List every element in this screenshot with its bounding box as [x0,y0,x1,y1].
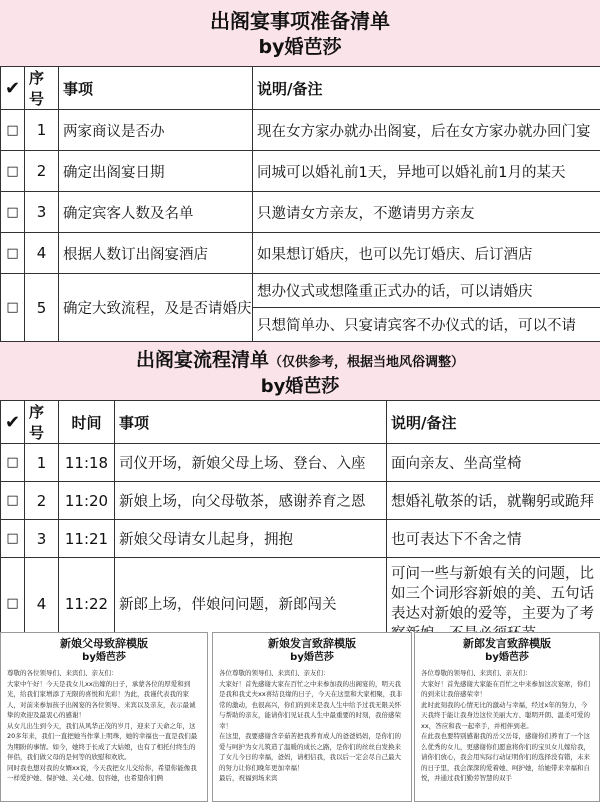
checkbox[interactable]: □ [1,151,25,192]
checkbox[interactable]: □ [1,482,25,520]
row-note: 同城可以婚礼前1天，异地可以婚礼前1月的某天 [253,151,600,192]
speech-paragraph: 各位尊敬的领导们、来宾们、亲友们： [219,669,330,677]
row-note: 如果想订婚庆，也可以先订婚庆、后订酒店 [253,233,600,274]
groom-speech-card [414,632,600,802]
table-row [1,274,600,308]
checkbox[interactable]: □ [1,558,25,650]
row-note: 也可表达下不舍之情 [387,520,600,558]
row-note: 只邀请女方亲友，不邀请男方亲友 [253,192,600,233]
row-note: 只想简单办、只宴请宾客不办仪式的话，可以不请 [253,308,600,342]
flow-table [0,400,600,650]
row-number: 3 [25,520,59,558]
row-note: 现在女方家办就办出阁宴，后在女方家办就办回门宴 [253,110,600,151]
speech-paragraph: 在这里，我要感谢含辛茹苦把我养育成人的爸爸妈妈，是你们的爱与呵护为女儿筑造了温暖的成长之路，是你们的丝丝白发换来了女儿今日的幸福，爸妈，请相信我，我以后一定会尽自己最大的努力让你们晚年更加幸福！ [219,732,401,772]
checkbox[interactable]: □ [1,233,25,274]
checklist-title-band [0,0,600,66]
num-header: 序号 [25,401,59,444]
row-number: 1 [25,444,59,482]
row-item: 确定大致流程，及是否请婚庆 [59,274,253,342]
row-note: 面向亲友、坐高堂椅 [387,444,600,482]
check-header: ✔ [1,401,25,444]
speech-byline: by婚芭莎 [82,652,126,663]
row-item: 确定宾客人数及名单 [59,192,253,233]
flow-title-band [0,342,600,400]
checklist-title: 出阁宴事项准备清单 [210,9,390,33]
table-row [1,151,600,192]
speech-paragraph: 最后，祝福到场来宾 [219,774,278,782]
speech-paragraph: 大家好！首先感谢大家能在百忙之中来参加这次宴席，你们的到来让我倍感荣幸！ [421,679,590,698]
time-header: 时间 [59,401,115,444]
speech-paragraph: 各位尊敬的领导们、来宾们、亲友们： [421,669,532,677]
speech-paragraph: 尊敬的各位领导们、来宾们、亲友们： [7,669,118,677]
speech-paragraph: 从女儿出生到今天，我们从风华正茂的岁月，迎来了天命之年，这20多年来，我们一直把她当作掌上明珠，她的幸福也一直是我们最为期盼的事情。如今，她终于长成了大姑娘，也有了相托付终生的伴侣，我们做父母的是何等的欣慰和欢欣。 [7,721,198,761]
speech-title: 新娘父母致辞模版 [60,637,148,650]
speech-paragraph: 大家中午好！今天是我女儿xx出嫁的日子，承蒙各位的厚爱和到光，给我们家增添了无限的喜悦和光彩！为此，我谨代表我的家人，对前来参加孩子出阁宴的各位领导、来宾以及亲友，表示最诚挚的欢迎及最衷心的感谢！ [7,679,196,719]
speech-byline: by婚芭莎 [485,652,529,663]
row-number: 4 [25,233,59,274]
table-row [1,482,600,520]
item-header: 事项 [115,401,387,444]
table-row [1,110,600,151]
speech-title: 新郎发言致辞模版 [463,637,551,650]
checkbox[interactable]: □ [1,274,25,342]
check-header: ✔ [1,67,25,110]
checklist-byline: by婚芭莎 [258,36,342,58]
row-number: 1 [25,110,59,151]
bride-speech-card [212,632,412,802]
flow-title [0,348,600,375]
table-row [1,192,600,233]
row-number: 2 [25,482,59,520]
row-note: 想办仪式或想隆重正式办的话，可以请婚庆 [253,274,600,308]
speech-byline: by婚芭莎 [290,652,334,663]
row-number: 4 [25,558,59,650]
checkbox[interactable]: □ [1,520,25,558]
flow-byline: by婚芭莎 [260,376,340,397]
row-item: 新娘上场，向父母敬茶，感谢养育之恩 [115,482,387,520]
row-time: 11:21 [59,520,115,558]
row-note: 可问一些与新娘有关的问题，比如三个词形容新娘的美、五句话表达对新娘的爱等，主要为了考 [387,558,600,650]
speech-templates [0,632,600,802]
row-note: 想婚礼敬茶的话，就鞠躬或跪拜 [387,482,600,520]
bride-parents-speech-card [0,632,208,802]
speech-paragraph: 同时我也想对我的女婿xx说，今天我把女儿交给你，希望你能像我一样爱护她、保护她、关心她、包容她，也希望你们俩 [7,763,197,782]
speech-paragraph: 在此我也要特别感谢我的岳父岳母，感谢你们养育了一个这么优秀的女儿，更感谢你们愿意将你们的宝贝女儿嫁给我，请你们放心，我会用实际行动证明你们的选择没有错，未来的日子里，我会深深的爱着她、呵护她，给她带来幸福和自悦，并通过我们勤劳智慧的双手 [421,732,590,782]
flow-subtitle: （仅供参考，根据当地风俗调整） [269,355,465,370]
table-row [1,233,600,274]
speech-paragraph: 大家好！首先感谢大家在百忙之中来参加我的出阁宴的，明天我是我和我丈夫xx喜结良缘的日子，今天在这里和大家相聚，我非常的激动，也很高兴，你们的到来是我人生中给予过我无限关怀与帮助的亲友，能请你们见证我人生中最重要的时刻，我倍感荣幸！ [219,679,403,730]
num-header: 序号 [25,67,59,110]
row-number: 5 [25,274,59,342]
speech-title: 新娘发言致辞模版 [268,637,356,650]
row-number: 2 [25,151,59,192]
row-number: 3 [25,192,59,233]
row-item: 根据人数订出阁宴酒店 [59,233,253,274]
table-header-row [1,67,600,110]
row-item: 司仪开场，新娘父母上场、登台、入座 [115,444,387,482]
row-time: 11:22 [59,558,115,650]
row-item: 新娘父母请女儿起身，拥抱 [115,520,387,558]
note-header: 说明/备注 [253,67,600,110]
table-row [1,444,600,482]
flow-title-text: 出阁宴流程清单 [135,349,269,371]
row-time: 11:20 [59,482,115,520]
speech-paragraph: 此时此刻我的心情无比的激动与幸福，经过x年的努力，今天我终于能让我身边这位美丽大方、聪明开朗、温柔可爱的xx，答应和我一起牵手，并相伴到老。 [421,700,590,730]
item-header: 事项 [59,67,253,110]
checkbox[interactable]: □ [1,110,25,151]
row-item: 确定出阁宴日期 [59,151,253,192]
row-item: 新郎上场，伴娘问问题，新郎闯关 [115,558,387,650]
row-item: 两家商议是否办 [59,110,253,151]
table-header-row [1,401,600,444]
row-time: 11:18 [59,444,115,482]
prep-checklist-table [0,66,600,342]
table-row [1,520,600,558]
checkbox[interactable]: □ [1,192,25,233]
checkbox[interactable]: □ [1,444,25,482]
note-header: 说明/备注 [387,401,600,444]
